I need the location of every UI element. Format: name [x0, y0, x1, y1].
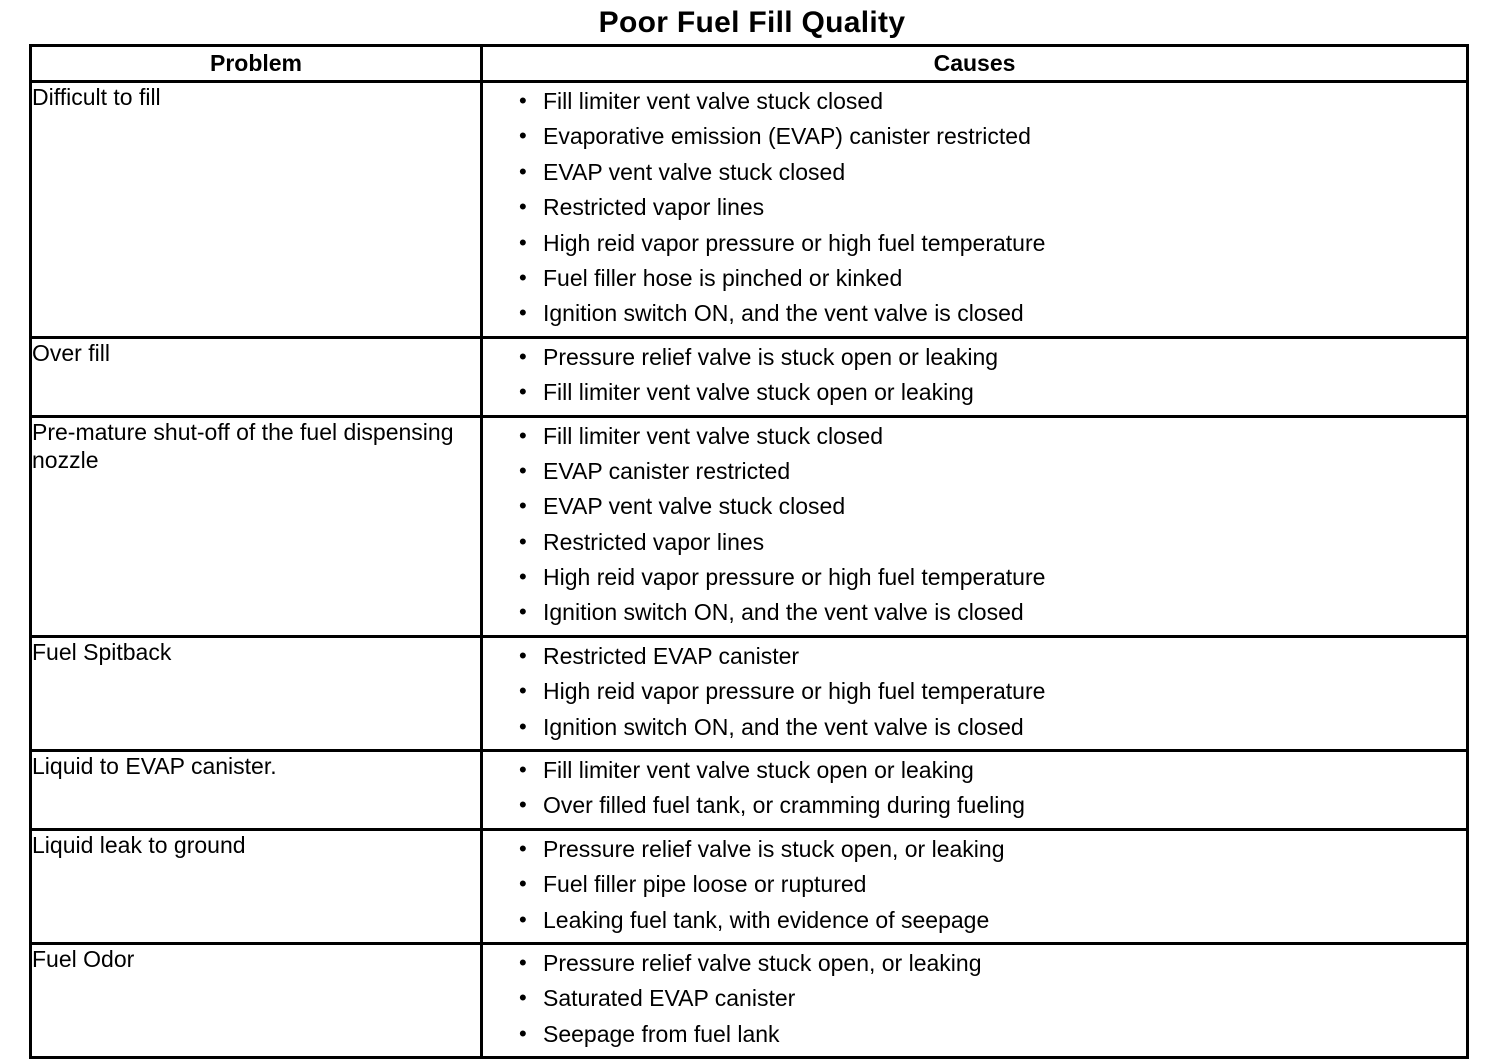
causes-list — [483, 831, 1466, 942]
causes-list — [483, 418, 1466, 635]
cause-item: • Pressure relief valve is stuck open, or leaking — [483, 834, 1466, 869]
problem-cell: Fuel Spitback — [31, 636, 482, 750]
cause-item: • Fill limiter vent valve stuck closed — [483, 86, 1466, 121]
causes-list — [483, 752, 1466, 828]
cause-item: • Restricted vapor lines — [483, 527, 1466, 562]
problem-cell: Fuel Odor — [31, 943, 482, 1057]
causes-cell — [482, 337, 1468, 416]
table-row — [31, 751, 1468, 830]
table-row — [31, 829, 1468, 943]
cause-item: • Over filled fuel tank, or cramming during fueling — [483, 790, 1466, 825]
cause-item: • Fuel filler hose is pinched or kinked — [483, 263, 1466, 298]
cause-item: • Restricted vapor lines — [483, 192, 1466, 227]
cause-item: • EVAP vent valve stuck closed — [483, 491, 1466, 526]
cause-item: • High reid vapor pressure or high fuel temperature — [483, 676, 1466, 711]
problem-cell: Difficult to fill — [31, 82, 482, 338]
causes-cell — [482, 751, 1468, 830]
cause-item: • High reid vapor pressure or high fuel temperature — [483, 562, 1466, 597]
cause-item: • Ignition switch ON, and the vent valve is closed — [483, 712, 1466, 747]
causes-cell — [482, 943, 1468, 1057]
cause-item: • Fuel filler pipe loose or ruptured — [483, 869, 1466, 904]
cause-item: • Ignition switch ON, and the vent valve is closed — [483, 597, 1466, 632]
causes-list — [483, 83, 1466, 336]
cause-item: • Pressure relief valve stuck open, or leaking — [483, 948, 1466, 983]
causes-list — [483, 339, 1466, 415]
causes-cell — [482, 416, 1468, 636]
cause-item: • Fill limiter vent valve stuck closed — [483, 421, 1466, 456]
cause-item: • Seepage from fuel lank — [483, 1019, 1466, 1054]
table-row — [31, 82, 1468, 338]
cause-item: • Pressure relief valve is stuck open or leaking — [483, 342, 1466, 377]
causes-cell — [482, 636, 1468, 750]
cause-item: • Leaking fuel tank, with evidence of seepage — [483, 905, 1466, 940]
causes-cell — [482, 829, 1468, 943]
table-row — [31, 337, 1468, 416]
table-body — [31, 82, 1468, 1058]
problem-cell: Over fill — [31, 337, 482, 416]
problem-cell: Pre-mature shut-off of the fuel dispensing nozzle — [31, 416, 482, 636]
cause-item: • Restricted EVAP canister — [483, 641, 1466, 676]
cause-item: • Evaporative emission (EVAP) canister restricted — [483, 121, 1466, 156]
table-row — [31, 943, 1468, 1057]
problem-cell: Liquid to EVAP canister. — [31, 751, 482, 830]
cause-item: • Saturated EVAP canister — [483, 983, 1466, 1018]
causes-cell — [482, 82, 1468, 338]
cause-item: • Fill limiter vent valve stuck open or leaking — [483, 377, 1466, 412]
causes-list — [483, 638, 1466, 749]
cause-item: • EVAP vent valve stuck closed — [483, 157, 1466, 192]
cause-item: • High reid vapor pressure or high fuel temperature — [483, 228, 1466, 263]
cause-item: • Fill limiter vent valve stuck open or leaking — [483, 755, 1466, 790]
problem-cell: Liquid leak to ground — [31, 829, 482, 943]
cause-item: • EVAP canister restricted — [483, 456, 1466, 491]
problem-column-header: Problem — [31, 46, 482, 82]
causes-list — [483, 945, 1466, 1056]
cause-item: • Ignition switch ON, and the vent valve is closed — [483, 298, 1466, 333]
table-row — [31, 416, 1468, 636]
page-title: Poor Fuel Fill Quality — [598, 6, 906, 39]
causes-column-header: Causes — [482, 46, 1468, 82]
table-row — [31, 636, 1468, 750]
header-row — [31, 46, 1468, 82]
diagnosis-table — [29, 44, 1469, 1059]
